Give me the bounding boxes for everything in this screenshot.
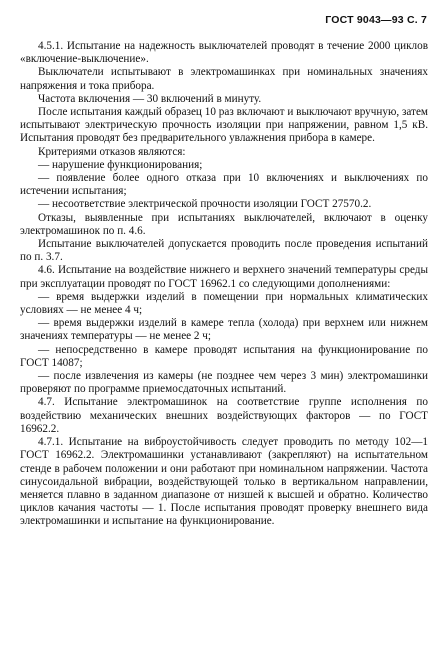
paragraph-switch-test-conditions: Выключатели испытывают в электромашинках при номинальных значениях напряжения и тока прибора. (20, 66, 428, 92)
paragraph-4-6-item-chamber-conditioning: — время выдержки изделий в камере тепла (холода) при верхнем или нижнем значениях температуры — не менее 2 ч; (20, 317, 428, 343)
paragraph-4-6-item-functioning-test: — непосредственно в камере проводят испытания на функционирование по ГОСТ 14087; (20, 343, 428, 369)
failure-criterion-multiple-failures: — появление более одного отказа при 10 включениях и выключениях по истечении испытания; (20, 172, 428, 198)
paragraph-test-allowed-after: Испытание выключателей допускается проводить после проведения испытаний по п. 3.7. (20, 238, 428, 264)
paragraph-4-7-1: 4.7.1. Испытание на виброустойчивость следует проводить по методу 102—1 ГОСТ 16962.2. Электромашинки устанавливают (закрепляют) на испытательном стенде в рабочем положении и они работают при номинальном напряжении. Частота синусоидальной вибрации, воздействующей только в вертикальном направлении, меняется плавно в заданном диапазоне от низшей к высшей и обратно. Количество циклов качания частоты — 1. После испытания проводят проверку внешнего вида электромашинки и испытание на функционирование. (20, 436, 428, 528)
paragraph-4-7: 4.7. Испытание электромашинок на соответствие группе исполнения по воздействию механических внешних воздействующих факторов — по ГОСТ 16962.2. (20, 396, 428, 435)
failure-criterion-insulation: — несоответствие электрической прочности изоляции ГОСТ 27570.2. (38, 198, 372, 211)
paragraph-4-5-1: 4.5.1. Испытание на надежность выключателей проводят в течение 2000 циклов «включение-выключение». (20, 40, 428, 66)
document-body (20, 40, 428, 529)
page-header: ГОСТ 9043—93 С. 7 (325, 14, 427, 26)
paragraph-switch-frequency: Частота включения — 30 включений в минуту. (38, 92, 262, 105)
failure-criterion-functioning: — нарушение функционирования; (38, 158, 203, 171)
paragraph-4-6: 4.6. Испытание на воздействие нижнего и верхнего значений температуры среды при эксплуатации проводят по ГОСТ 16962.1 со следующими дополнениями: (20, 264, 428, 290)
paragraph-after-test-check: После испытания каждый образец 10 раз включают и выключают вручную, затем испытывают электрическую прочность изоляции при напряжении, равном 1,5 кВ. Испытания проводят без предварительного увлажнения прибора в камере. (20, 106, 428, 145)
paragraph-4-6-item-after-removal: — после извлечения из камеры (не позднее чем через 3 мин) электромашинки проверяют по программе приемосдаточных испытаний. (20, 370, 428, 396)
paragraph-failures-included: Отказы, выявленные при испытаниях выключателей, включают в оценку электромашинок по п. 4.6. (20, 211, 428, 237)
paragraph-4-6-item-room-conditioning: — время выдержки изделий в помещении при нормальных климатических условиях — не менее 4 ч; (20, 290, 428, 317)
paragraph-failure-criteria-intro: Критериями отказов являются: (38, 145, 186, 158)
